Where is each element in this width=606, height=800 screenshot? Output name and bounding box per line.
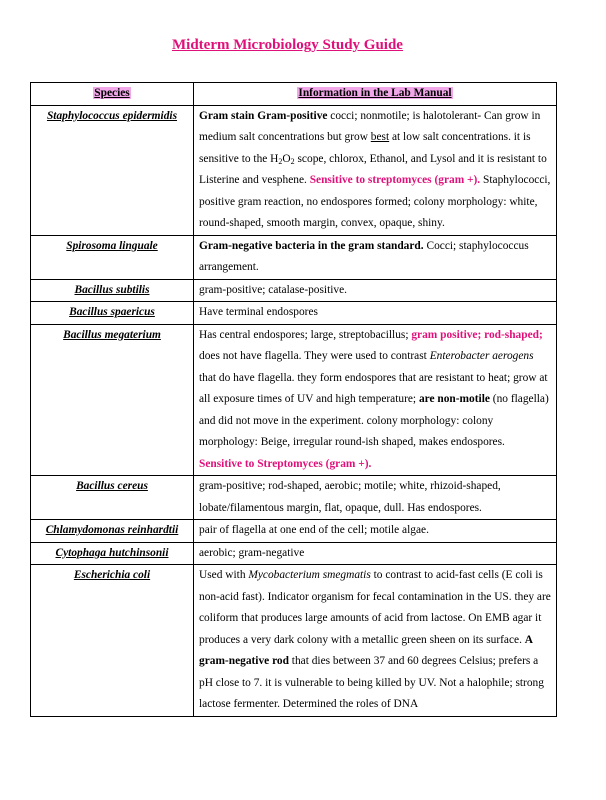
species-info: Has central endospores; large, streptobacillus; gram positive; rod-shaped; does not have flagella. They were used to contrast Enterobacter aerogens that do have flagella. they form endospores that are resistant to heat; grow at all exposure times of UV and high temperature; are non-motile (no flagella) and did not move in the experiment. colony morphology: colony morphology: Beige, irregular round-ish shaped, makes endospores. Sensitive to Streptomyces (gram +). (194, 324, 557, 476)
species-info: aerobic; gram-negative (194, 542, 557, 565)
table-row (31, 105, 557, 235)
species-info: Gram stain Gram-positive cocci; nonmotile; is halotolerant- Can grow in medium salt concentrations but grow best at low salt concentrations. it is sensitive to the $H_2O_2$ scope, chlorox, Ethanol, and Lysol and it is resistant to Listerine and vesphene. Sensitive to streptomyces (gram +). Staphylococci, positive gram reaction, no endospores formed; colony morphology: white, round-shaped, smooth margin, convex, opaque, shiny. (194, 105, 557, 235)
species-info: Used with Mycobacterium smegmatis to contrast to acid-fast cells (E coli is non-acid fast). Indicator organism for fecal contamination in the US. they are coliform that produces large amounts of acid from lactose. On EMB agar it produces a very dark colony with a metallic green sheen on its surface. A gram-negative rod that dies between 37 and 60 degrees Celsius; prefers a pH close to 7. it is vulnerable to being killed by UV. Not a halophile; strong lactose fermenter. Determined the roles of DNA (194, 565, 557, 717)
species-name: Bacillus cereus (31, 476, 194, 520)
species-info: Gram-negative bacteria in the gram standard. Cocci; staphylococcus arrangement. (194, 235, 557, 279)
study-guide-table (30, 82, 557, 717)
header-species: Species (31, 83, 194, 106)
table-row (31, 324, 557, 476)
table-row (31, 302, 557, 325)
species-name: Bacillus subtilis (31, 279, 194, 302)
header-row (31, 83, 557, 106)
table-row (31, 235, 557, 279)
species-info: gram-positive; catalase-positive. (194, 279, 557, 302)
table-row (31, 542, 557, 565)
species-name: Bacillus megaterium (31, 324, 194, 476)
species-name: Staphylococcus epidermidis (31, 105, 194, 235)
table-row (31, 476, 557, 520)
header-info: Information in the Lab Manual (194, 83, 557, 106)
table-row (31, 565, 557, 717)
species-info: gram-positive; rod-shaped, aerobic; motile; white, rhizoid-shaped, lobate/filamentous margin, flat, opaque, dull. Has endospores. (194, 476, 557, 520)
species-info: Have terminal endospores (194, 302, 557, 325)
page-title: Midterm Microbiology Study Guide (172, 37, 403, 53)
species-name: Cytophaga hutchinsonii (31, 542, 194, 565)
species-name: Escherichia coli (31, 565, 194, 717)
species-name: Chlamydomonas reinhardtii (31, 520, 194, 543)
table-row (31, 279, 557, 302)
table-row (31, 520, 557, 543)
species-name: Spirosoma linguale (31, 235, 194, 279)
species-name: Bacillus spaericus (31, 302, 194, 325)
species-info: pair of flagella at one end of the cell; motile algae. (194, 520, 557, 543)
